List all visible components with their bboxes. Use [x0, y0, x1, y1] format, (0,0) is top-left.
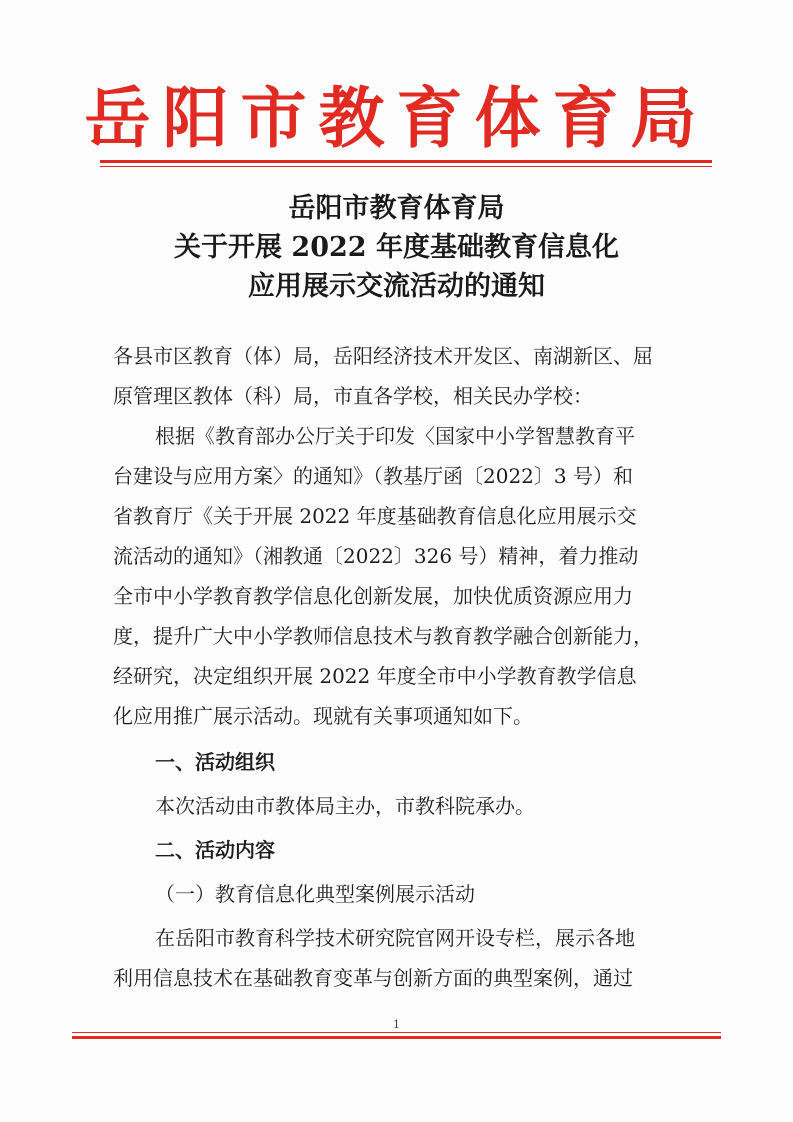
paragraph-line: 度，提升广大中小学教师信息技术与教育教学融合创新能力，: [113, 624, 653, 648]
paragraph-line: 流活动的通知》（湘教通〔2022〕326 号）精神，着力推动: [113, 544, 639, 568]
paragraph-line: 省教育厅《关于开展 2022 年度基础教育信息化应用展示交: [113, 504, 637, 528]
paragraph-line: 经研究，决定组织开展 2022 年度全市中小学教育教学信息: [113, 664, 637, 688]
subsection-heading: （一）教育信息化典型案例展示活动: [155, 882, 475, 906]
document-title-line-2: 关于开展 2022 年度基础教育信息化: [174, 232, 619, 263]
paragraph-line: 本次活动由市教体局主办，市教科院承办。: [155, 794, 535, 818]
page-number: 1: [393, 1018, 400, 1031]
paragraph-line: 台建设与应用方案〉的通知》（教基厅函〔2022〕3 号）和: [113, 464, 633, 488]
footer-rule-thin: [72, 1032, 721, 1033]
document-title-line-1: 岳阳市教育体育局: [288, 193, 505, 224]
section-heading-content: 二、活动内容: [155, 838, 275, 862]
paragraph-line: 根据《教育部办公厅关于印发〈国家中小学智慧教育平: [155, 424, 635, 448]
document-title-line-3: 应用展示交流活动的通知: [248, 271, 545, 302]
paragraph-line: 在岳阳市教育科学技术研究院官网开设专栏，展示各地: [155, 926, 635, 950]
masthead-rule-thin: [100, 166, 712, 167]
addressee-line: 原管理区教体（科）局，市直各学校，相关民办学校：: [113, 384, 593, 408]
addressee-line: 各县市区教育（体）局，岳阳经济技术开发区、南湖新区、屈: [113, 344, 653, 368]
document-body: [113, 336, 697, 990]
paragraph-line: 化应用推广展示活动。现就有关事项通知如下。: [113, 704, 533, 728]
section-heading-organization: 一、活动组织: [155, 750, 275, 774]
masthead-title: 岳阳市教育体育局: [84, 79, 709, 157]
paragraph-line: 利用信息技术在基础教育变革与创新方面的典型案例，通过: [113, 966, 633, 990]
footer-rule-thick: [72, 1036, 721, 1039]
paragraph-line: 全市中小学教育教学信息化创新发展，加快优质资源应用力: [113, 584, 633, 608]
masthead-rule-thick: [100, 160, 712, 163]
